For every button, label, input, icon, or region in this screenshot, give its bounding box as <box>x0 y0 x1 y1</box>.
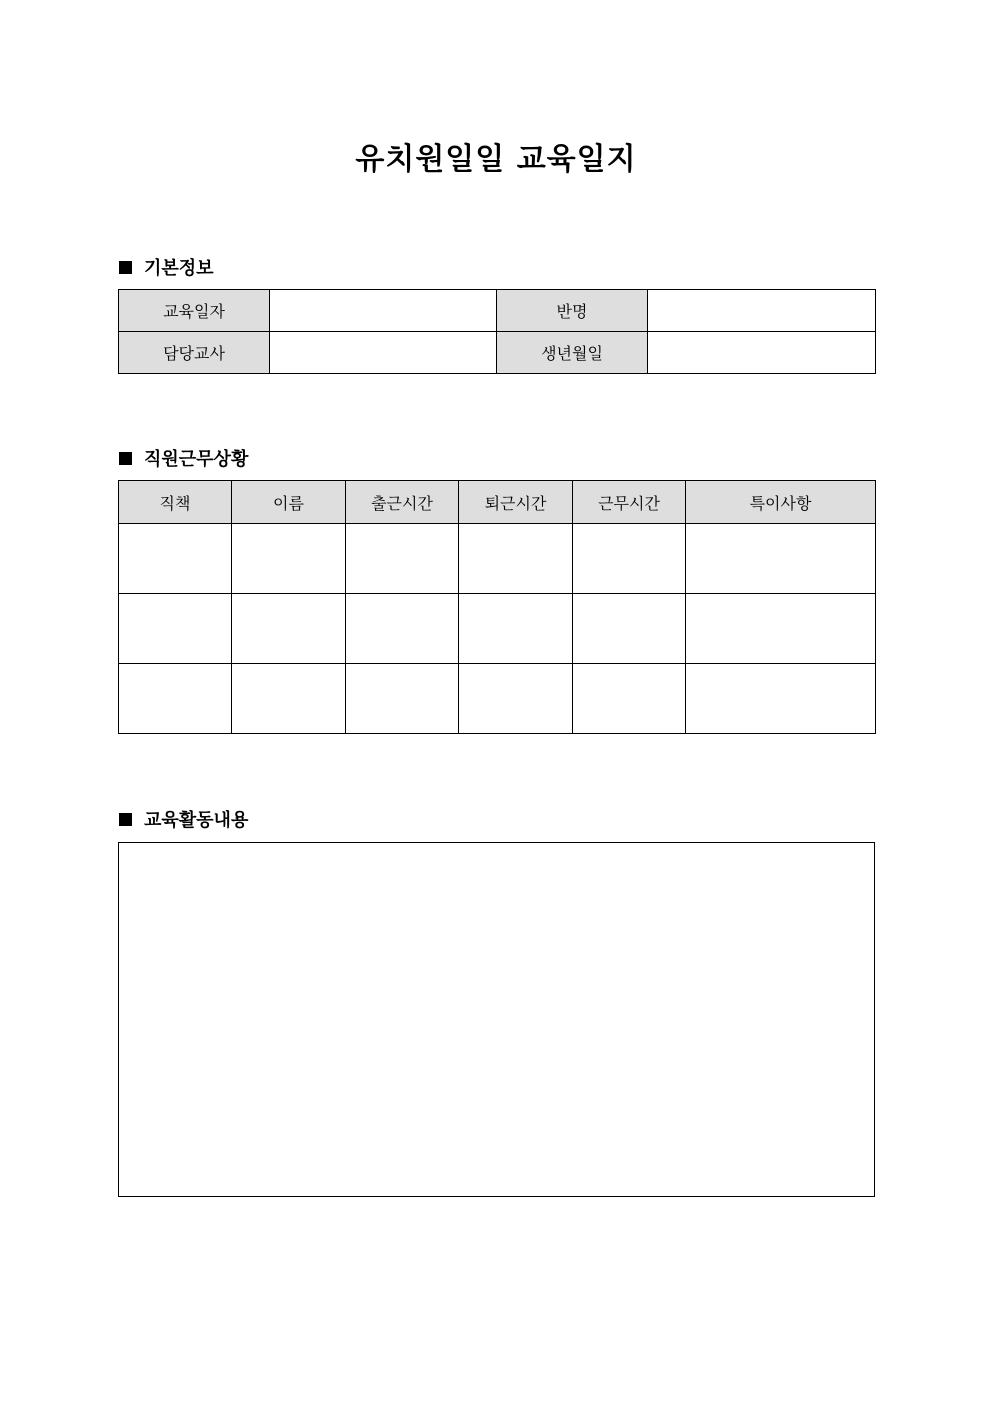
table-row <box>119 664 876 734</box>
label-class-name: 반명 <box>497 290 648 332</box>
column-header-clock-out: 퇴근시간 <box>459 481 573 524</box>
label-birth-date: 생년월일 <box>497 332 648 374</box>
label-teacher: 담당교사 <box>119 332 270 374</box>
table-cell[interactable] <box>686 524 876 594</box>
field-birth-date[interactable] <box>648 332 876 374</box>
table-cell[interactable] <box>119 664 232 734</box>
table-cell[interactable] <box>686 664 876 734</box>
table-cell[interactable] <box>232 524 346 594</box>
table-cell[interactable] <box>459 524 573 594</box>
section-heading-staff <box>119 445 248 471</box>
table-cell[interactable] <box>686 594 876 664</box>
table-cell[interactable] <box>573 524 686 594</box>
field-class-name[interactable] <box>648 290 876 332</box>
field-teacher[interactable] <box>270 332 497 374</box>
table-cell[interactable] <box>119 524 232 594</box>
label-education-date: 교육일자 <box>119 290 270 332</box>
table-cell[interactable] <box>232 664 346 734</box>
square-bullet-icon <box>119 813 132 826</box>
section-heading-label: 교육활동내용 <box>144 810 249 831</box>
column-header-name: 이름 <box>232 481 346 524</box>
section-heading-label: 기본정보 <box>144 258 214 279</box>
table-cell[interactable] <box>459 664 573 734</box>
section-heading-label: 직원근무상황 <box>144 449 249 470</box>
column-header-clock-in: 출근시간 <box>346 481 459 524</box>
table-header-row <box>119 481 876 524</box>
table-cell[interactable] <box>232 594 346 664</box>
table-row <box>119 524 876 594</box>
field-education-date[interactable] <box>270 290 497 332</box>
basic-info-table <box>118 289 876 374</box>
table-cell[interactable] <box>573 664 686 734</box>
table-cell[interactable] <box>346 664 459 734</box>
column-header-position: 직책 <box>119 481 232 524</box>
section-heading-activity <box>119 806 248 832</box>
table-row <box>119 290 876 332</box>
column-header-remarks: 특이사항 <box>686 481 876 524</box>
activity-content-box[interactable] <box>118 842 875 1197</box>
column-header-work-hours: 근무시간 <box>573 481 686 524</box>
square-bullet-icon <box>119 261 132 274</box>
table-row <box>119 594 876 664</box>
document-title: 유치원일일 교육일지 <box>355 142 637 177</box>
table-row <box>119 332 876 374</box>
staff-table <box>118 480 876 734</box>
section-heading-basic-info <box>119 254 214 280</box>
table-cell[interactable] <box>346 594 459 664</box>
square-bullet-icon <box>119 452 132 465</box>
table-cell[interactable] <box>119 594 232 664</box>
table-cell[interactable] <box>346 524 459 594</box>
table-cell[interactable] <box>459 594 573 664</box>
table-cell[interactable] <box>573 594 686 664</box>
